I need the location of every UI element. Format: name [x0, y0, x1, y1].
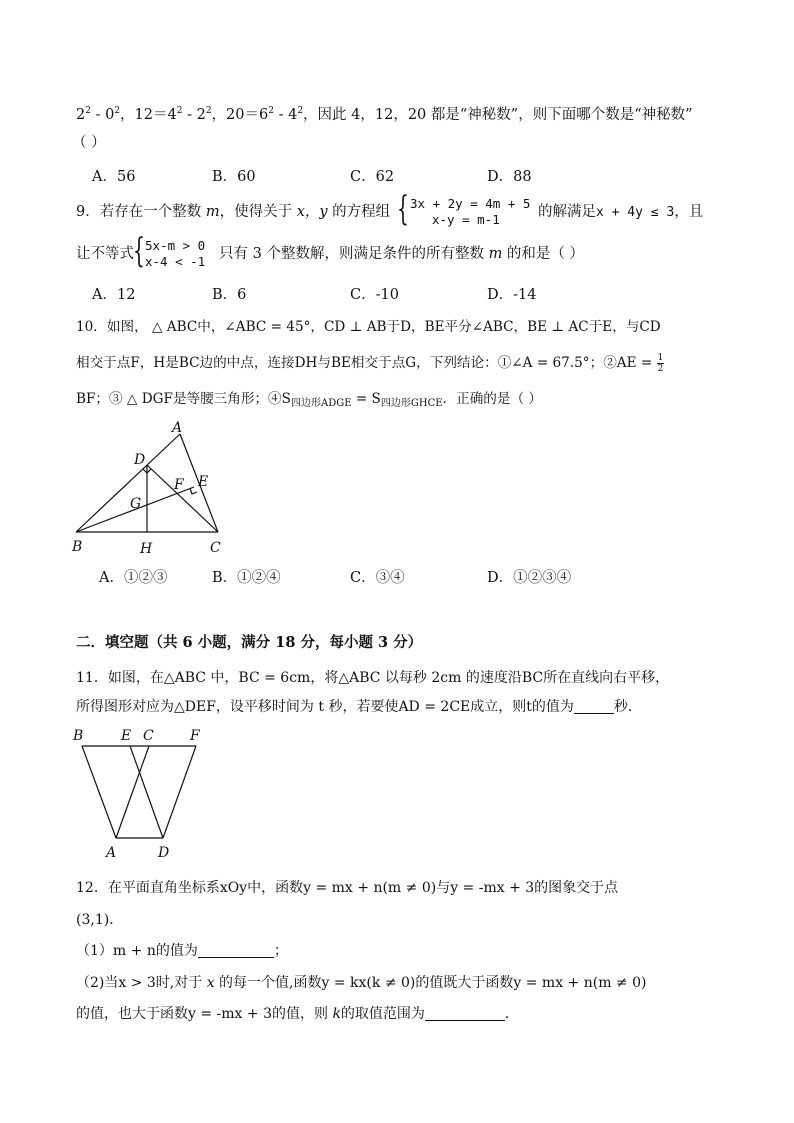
q12-line3: （1）m + n的值为 ； — [76, 943, 288, 959]
q9-system1-row2: x-y = m-1 — [432, 212, 500, 227]
q11-segment-df — [163, 746, 196, 838]
q12-part1-blank[interactable] — [198, 943, 274, 958]
q10-segment-ba — [76, 434, 180, 532]
q11-label-a: A — [106, 845, 117, 861]
q10-label-b: B — [72, 539, 83, 555]
q11-label-b: B — [73, 728, 84, 744]
q10-label-e: E — [198, 474, 209, 490]
q9-system2-row1: 5x-m > 0 — [145, 238, 206, 253]
q11-segment-ab — [82, 746, 116, 838]
q11-label-d: D — [158, 845, 170, 861]
q8-answer-paren: （ ） — [72, 135, 106, 151]
q9-system1-brace: { — [397, 189, 409, 229]
q9-line1-b: 的解满足x + 4y ≤ 3，且 — [538, 204, 704, 220]
q9-system1-row1: 3x + 2y = 4m + 5 — [410, 196, 531, 211]
q10-fraction: $\frac{1}{2}$ — [657, 353, 664, 374]
q9-option-b: B．6 — [212, 287, 247, 303]
q10-line3: BF；③ △ DGF是等腰三角形；$④S_{四边形ADGE} = S_{四边形GHCE}$．正确的是（ ） — [76, 391, 543, 409]
q10-label-c: C — [210, 540, 221, 556]
q10-right-angle-e — [190, 488, 197, 494]
q10-label-a: A — [172, 420, 183, 436]
q8-option-b: B．60 — [212, 169, 256, 185]
q9-line2-b: 只有 3 个整数解，则满足条件的所有整数 m 的和是（ ） — [219, 246, 585, 262]
q12-line5: 的值，也大于函数y = -mx + 3的值，则 k的取值范围为 ． — [76, 1006, 519, 1022]
q8-option-a: A．56 — [92, 169, 136, 185]
section-2-title: 二．填空题（共 6 小题，满分 18 分，每小题 3 分） — [76, 634, 423, 651]
q10-label-h: H — [140, 541, 153, 557]
q12-line4: （2)当x > 3时,对于 x 的每一个值,函数y = kx(k ≠ 0)的值既大于函数y = mx + n(m ≠ 0) — [76, 975, 647, 991]
q10-option-b: B．①②④ — [212, 570, 281, 586]
q11-label-e: E — [121, 728, 132, 744]
q11-line2: 所得图形对应为△DEF，设平移时间为 t 秒，若要使AD = 2CE成立，则t的值为 秒. — [76, 699, 633, 715]
q9-option-c: C．-10 — [350, 287, 399, 303]
q10-label-f: F — [174, 477, 184, 493]
q9-line1-a: 9．若存在一个整数 m，使得关于 x，y 的方程组 — [76, 204, 391, 220]
q10-option-a: A．①②③ — [99, 570, 168, 586]
q9-option-d: D．-14 — [487, 287, 537, 303]
q12-line2: (3,1)． — [76, 912, 124, 928]
q11-answer-blank[interactable] — [574, 699, 614, 714]
q10-line1: 10．如图， △ ABC中，∠ABC = 45°，CD ⊥ AB于D，BE平分∠ABC，BE ⊥ AC于E，与CD — [76, 319, 661, 335]
q9-system2-row2: x-4 < -1 — [145, 254, 206, 269]
q11-label-f: F — [190, 728, 200, 744]
q9-system2-brace: { — [133, 231, 145, 271]
q10-line2: 相交于点F，H是BC边的中点，连接DH与BE相交于点G，下列结论：①∠A = 67.5°；②AE = $\frac{1}{2}$ — [76, 353, 664, 374]
q8-option-d: D．88 — [487, 169, 532, 185]
q12-line1: 12．在平面直角坐标系xOy中，函数y = mx + n(m ≠ 0)与y = -mx + 3的图象交于点 — [76, 880, 619, 896]
q10-label-d: D — [134, 452, 146, 468]
q10-option-c: C．③④ — [350, 570, 405, 586]
q10-option-d: D．①②③④ — [487, 570, 572, 586]
q8-option-c: C．62 — [350, 169, 395, 185]
q10-label-g: G — [130, 496, 142, 512]
q8-line1: $2^2 - 0^2$，$12=4^2 - 2^2$，$20=6^2 - 4^2$，因此 4，12，20 都是“神秘数”，则下面哪个数是“神秘数” — [76, 106, 693, 123]
q11-label-c: C — [143, 728, 154, 744]
q9-option-a: A．12 — [92, 287, 136, 303]
q12-part2-blank[interactable] — [425, 1006, 505, 1021]
q11-segment-de — [130, 746, 163, 838]
q11-line1: 11．如图，在△ABC 中，BC = 6cm，将△ABC 以每秒 2cm 的速度沿BC所在直线向右平移， — [76, 670, 670, 686]
q11-segment-ac — [116, 746, 149, 838]
q9-line2-a: 让不等式 — [76, 246, 134, 262]
